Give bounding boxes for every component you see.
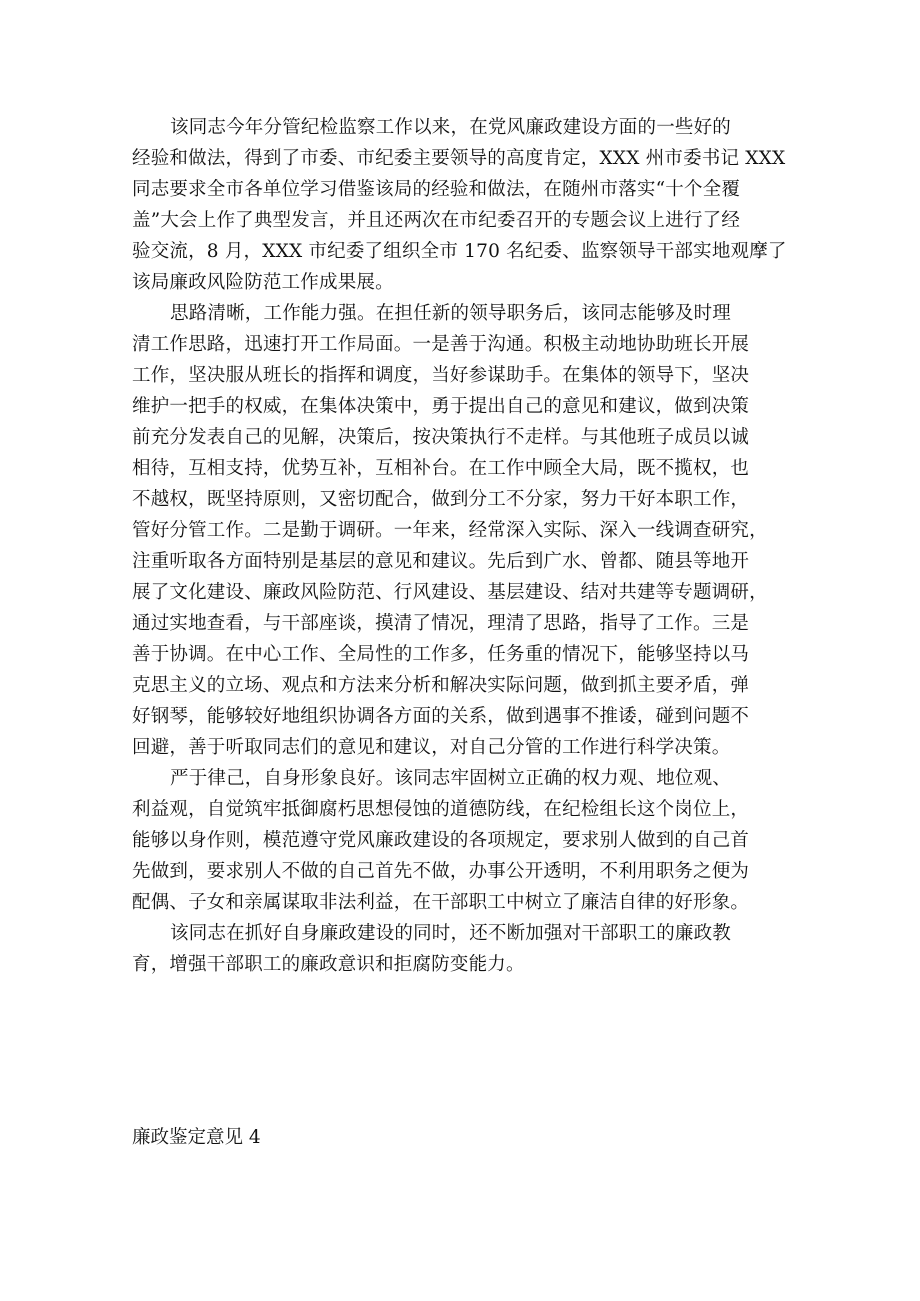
text-line: 该同志今年分管纪检监察工作以来，在党风廉政建设方面的一些好的 bbox=[170, 117, 732, 138]
text-line: 维护一把手的权威，在集体决策中，勇于提出自己的意见和建议，做到决策 bbox=[132, 396, 750, 417]
text-line: 相待，互相支持，优势互补，互相补台。在工作中顾全大局，既不揽权，也 bbox=[132, 458, 750, 479]
paragraph-2 bbox=[132, 298, 796, 763]
text-line: 利益观，自觉筑牢抵御腐朽思想侵蚀的道德防线，在纪检组长这个岗位上， bbox=[132, 799, 750, 820]
text-line: 管好分管工作。二是勤于调研。一年来，经常深入实际、深入一线调查研究， bbox=[132, 520, 768, 541]
text-line: 盖”大会上作了典型发言，并且还两次在市纪委召开的专题会议上进行了经 bbox=[132, 210, 741, 231]
text-line: 展了文化建设、廉政风险防范、行风建设、基层建设、结对共建等专题调研， bbox=[132, 582, 768, 603]
text-line: 配偶、子女和亲属谋取非法利益，在干部职工中树立了廉洁自律的好形象。 bbox=[132, 892, 750, 913]
document-body bbox=[132, 112, 796, 980]
text-line: 工作，坚决服从班长的指挥和调度，当好参谋助手。在集体的领导下，坚决 bbox=[132, 365, 750, 386]
text-line: 清工作思路，迅速打开工作局面。一是善于沟通。积极主动地协助班长开展 bbox=[132, 334, 750, 355]
text-line: 验交流，8 月，XXX 市纪委了组织全市 170 名纪委、监察领导干部实地观摩了 bbox=[132, 241, 787, 262]
text-line: 善于协调。在中心工作、全局性的工作多，任务重的情况下，能够坚持以马 bbox=[132, 644, 750, 665]
text-line: 先做到，要求别人不做的自己首先不做，办事公开透明，不利用职务之便为 bbox=[132, 861, 750, 882]
text-line: 同志要求全市各单位学习借鉴该局的经验和做法，在随州市落实“十个全覆 bbox=[132, 179, 741, 200]
text-line: 回避，善于听取同志们的意见和建议，对自己分管的工作进行科学决策。 bbox=[132, 737, 731, 758]
paragraph-3 bbox=[132, 763, 796, 918]
text-line: 好钢琴，能够较好地组织协调各方面的关系，做到遇事不推诿，碰到问题不 bbox=[132, 706, 750, 727]
text-line: 该同志在抓好自身廉政建设的同时，还不断加强对干部职工的廉政教 bbox=[170, 923, 732, 944]
text-line: 育，增强干部职工的廉政意识和拒腐防变能力。 bbox=[132, 954, 525, 975]
paragraph-4 bbox=[132, 918, 796, 980]
text-line: 不越权，既坚持原则，又密切配合，做到分工不分家，努力干好本职工作， bbox=[132, 489, 750, 510]
text-line: 克思主义的立场、观点和方法来分析和解决实际问题，做到抓主要矛盾，弹 bbox=[132, 675, 750, 696]
text-line: 该局廉政风险防范工作成果展。 bbox=[132, 272, 394, 293]
paragraph-1 bbox=[132, 112, 796, 298]
text-line: 严于律己，自身形象良好。该同志牢固树立正确的权力观、地位观、 bbox=[170, 768, 732, 789]
text-line: 通过实地查看，与干部座谈，摸清了情况，理清了思路，指导了工作。三是 bbox=[132, 613, 750, 634]
text-line: 前充分发表自己的见解，决策后，按决策执行不走样。与其他班子成员以诚 bbox=[132, 427, 750, 448]
text-line: 思路清晰，工作能力强。在担任新的领导职务后，该同志能够及时理 bbox=[170, 303, 732, 324]
text-line: 能够以身作则，模范遵守党风廉政建设的各项规定，要求别人做到的自己首 bbox=[132, 830, 750, 851]
text-line: 经验和做法，得到了市委、市纪委主要领导的高度肯定，XXX 州市委书记 XXX bbox=[132, 148, 786, 169]
section-heading: 廉政鉴定意见 4 bbox=[132, 1127, 261, 1148]
text-line: 注重听取各方面特别是基层的意见和建议。先后到广水、曾都、随县等地开 bbox=[132, 551, 750, 572]
